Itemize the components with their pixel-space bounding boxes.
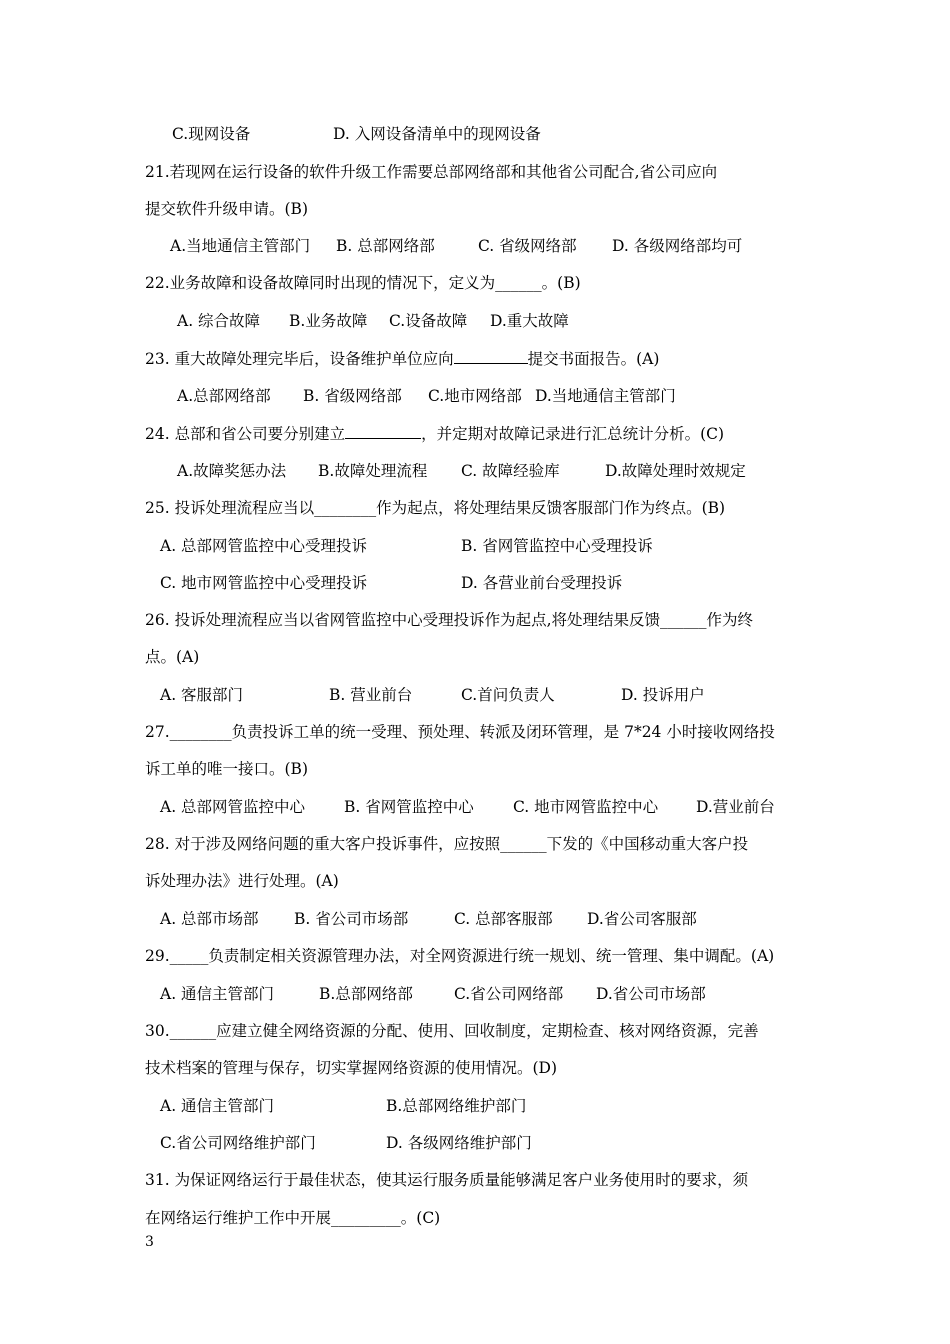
question-24-pre: 24. 总部和省公司要分别建立 (145, 425, 346, 443)
q24-option-a: A.故障奖惩办法 (177, 462, 287, 480)
q23-option-a: A.总部网络部 (177, 387, 271, 405)
q21-option-a: A.当地通信主管部门 (170, 237, 311, 255)
q23-option-d: D.当地通信主管部门 (535, 387, 676, 405)
q27-option-a: A. 总部网管监控中心 (160, 798, 306, 816)
q30-option-c: C.省公司网络维护部门 (160, 1134, 316, 1152)
q30-option-b: B.总部网络维护部门 (386, 1097, 527, 1115)
question-27-pre: 27. (145, 723, 170, 741)
question-26-text (145, 610, 753, 630)
q20-option-d: D. 入网设备清单中的现网设备 (333, 125, 541, 143)
q24-option-b: B.故障处理流程 (318, 462, 428, 480)
q29-option-d: D.省公司市场部 (596, 985, 706, 1003)
q27-option-d: D.营业前台 (696, 798, 775, 816)
question-25-text (145, 498, 725, 518)
question-26-pre: 26. 投诉处理流程应当以省网管监控中心受理投诉作为起点,将处理结果反馈 (145, 611, 661, 629)
q23-option-c: C.地市网络部 (428, 387, 522, 405)
q28-option-a: A. 总部市场部 (160, 910, 259, 928)
q21-option-c: C. 省级网络部 (478, 237, 577, 255)
q21-option-d: D. 各级网络部均可 (612, 237, 743, 255)
q22-option-c: C.设备故障 (389, 312, 468, 330)
q22-option-b: B.业务故障 (289, 312, 368, 330)
q26-option-c: C.首问负责人 (461, 686, 555, 704)
q22-option-a: A. 综合故障 (177, 312, 261, 330)
question-28-post: 下发的《中国移动重大客户投 (546, 835, 749, 853)
q28-option-b: B. 省公司市场部 (294, 910, 409, 928)
question-30-pre: 30. (145, 1022, 170, 1040)
question-26-post: 作为终 (706, 611, 754, 629)
q26-option-b: B. 营业前台 (329, 686, 413, 704)
question-28-text-cont: 诉处理办法》进行处理。(A) (145, 872, 339, 890)
q28-option-d: D.省公司客服部 (587, 910, 697, 928)
question-21-text: 21.若现网在运行设备的软件升级工作需要总部网络部和其他省公司配合,省公司应向 (145, 163, 718, 181)
question-29-post: 负责制定相关资源管理办法，对全网资源进行统一规划、统一管理、集中调配。(A) (208, 947, 775, 965)
q21-option-b: B. 总部网络部 (336, 237, 435, 255)
question-30-text (145, 1021, 759, 1041)
answer-blank: ________ (169, 723, 232, 741)
q26-option-d: D. 投诉用户 (621, 686, 705, 704)
question-24-post: ，并定期对故障记录进行汇总统计分析。(C) (421, 425, 725, 443)
question-27-text (145, 722, 775, 742)
q30-option-d: D. 各级网络维护部门 (386, 1134, 532, 1152)
q29-option-a: A. 通信主管部门 (160, 985, 275, 1003)
question-29-pre: 29. (145, 947, 170, 965)
question-27-text-cont: 诉工单的唯一接口。(B) (145, 760, 308, 778)
answer-blank: ________ (314, 499, 377, 517)
answer-blank-underline (345, 423, 421, 439)
q23-option-b: B. 省级网络部 (303, 387, 402, 405)
question-22-post: 。(B) (541, 274, 581, 292)
q25-option-b: B. 省网管监控中心受理投诉 (461, 537, 653, 555)
question-28-pre: 28. 对于涉及网络问题的重大客户投诉事件，应按照 (145, 835, 501, 853)
question-25-post: 作为起点，将处理结果反馈客服部门作为终点。(B) (376, 499, 726, 517)
q24-option-d: D.故障处理时效规定 (605, 462, 746, 480)
q22-option-d: D.重大故障 (490, 312, 569, 330)
question-23-post: 提交书面报告。(A) (527, 350, 660, 368)
question-30-text-cont: 技术档案的管理与保存，切实掌握网络资源的使用情况。(D) (145, 1059, 558, 1077)
question-23-text (145, 348, 659, 369)
question-26-text-cont: 点。(A) (145, 648, 200, 666)
question-23-pre: 23. 重大故障处理完毕后，设备维护单位应向 (145, 350, 454, 368)
answer-blank: ______ (495, 274, 542, 292)
answer-blank: ______ (169, 1022, 217, 1040)
answer-blank: _________ (331, 1209, 401, 1227)
question-31-pre: 在网络运行维护工作中开展 (145, 1209, 332, 1227)
answer-blank: ______ (660, 611, 707, 629)
answer-blank: _____ (169, 947, 209, 965)
q29-option-c: C.省公司网络部 (454, 985, 564, 1003)
question-22-pre: 22.业务故障和设备故障同时出现的情况下，定义为 (145, 274, 496, 292)
q27-option-b: B. 省网管监控中心 (344, 798, 474, 816)
q25-option-a: A. 总部网管监控中心受理投诉 (160, 537, 368, 555)
page-number: 3 (145, 1234, 154, 1250)
question-25-pre: 25. 投诉处理流程应当以 (145, 499, 315, 517)
answer-blank: ______ (500, 835, 547, 853)
q30-option-a: A. 通信主管部门 (160, 1097, 275, 1115)
q25-option-c: C. 地市网管监控中心受理投诉 (160, 574, 368, 592)
question-22-text (145, 273, 581, 293)
question-24-text (145, 423, 724, 444)
q20-option-c: C.现网设备 (172, 125, 251, 143)
q28-option-c: C. 总部客服部 (454, 910, 553, 928)
question-31-post: 。(C) (400, 1209, 441, 1227)
question-31-text-cont (145, 1208, 440, 1228)
answer-blank-underline (454, 348, 528, 364)
q29-option-b: B.总部网络部 (319, 985, 413, 1003)
q24-option-c: C. 故障经验库 (461, 462, 560, 480)
question-28-text (145, 834, 748, 854)
question-29-text (145, 946, 774, 966)
q25-option-d: D. 各营业前台受理投诉 (461, 574, 623, 592)
q26-option-a: A. 客服部门 (160, 686, 244, 704)
question-21-text-cont: 提交软件升级申请。(B) (145, 200, 308, 218)
question-31-text: 31. 为保证网络运行于最佳状态，使其运行服务质量能够满足客户业务使用时的要求，须 (145, 1171, 749, 1189)
question-27-post: 负责投诉工单的统一受理、预处理、转派及闭环管理，是 7*24 小时接收网络投 (231, 723, 775, 741)
q27-option-c: C. 地市网管监控中心 (513, 798, 659, 816)
question-30-post: 应建立健全网络资源的分配、使用、回收制度，定期检查、核对网络资源，完善 (216, 1022, 759, 1040)
